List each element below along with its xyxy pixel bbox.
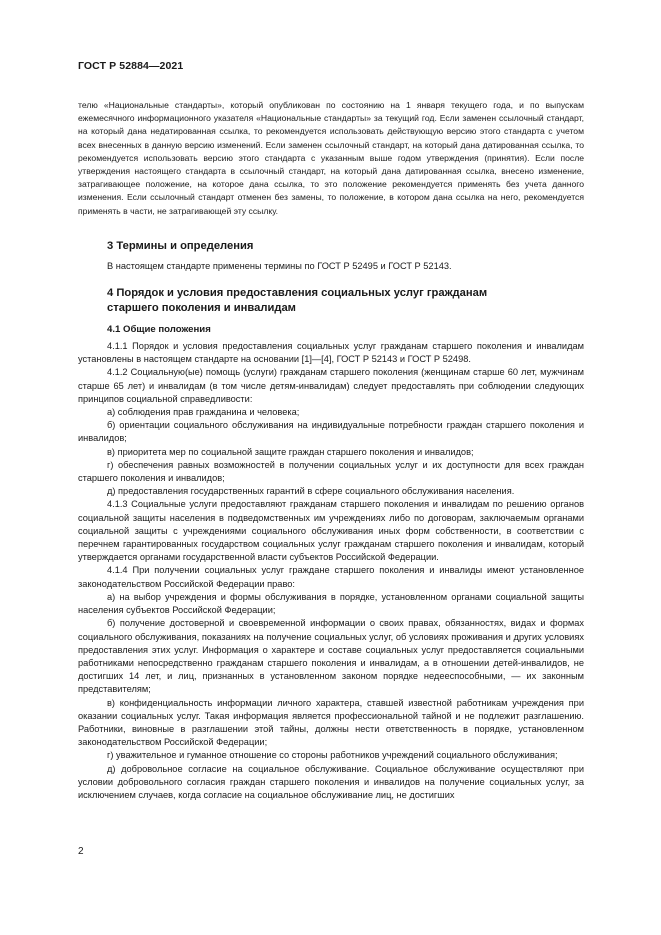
page-number: 2 — [78, 846, 84, 857]
subsection-4-1-title: 4.1 Общие положения — [107, 324, 211, 336]
paragraph-4-1-3: 4.1.3 Социальные услуги предоставляют гражданам старшего поколения и инвалидам по решению органов социальной защиты населения в подведомственных им учреждениях либо по договорам, заключаемым органами социальной защиты с учреждениями социального обслуживания иных форм собственности, в соответствии с перечнем гарантированных государством социальных услуг гражданам старшего поколения и инвалидам, который утверждается органами государственной власти субъектов Российской Федерации. — [78, 499, 584, 563]
list-item-4-1-2-b: б) ориентации социального обслуживания на индивидуальные потребности граждан старшего поколения и инвалидов; — [78, 420, 584, 444]
paragraph-4-1-4: 4.1.4 При получении социальных услуг граждане старшего поколения и инвалиды имеют установленное законодательством Российской Федерации право: — [78, 565, 584, 589]
list-item-4-1-4-v: в) конфиденциальность информации личного характера, ставшей известной работникам учреждения при оказании социальных услуг. Такая информация является профессиональной тайной и не подлежит разглашению. Работники, виновные в разглашении этой тайны, должны нести ответственность в порядке, установленном законодательством Российской Федерации; — [78, 697, 584, 748]
list-item-4-1-4-d: д) добровольное согласие на социальное обслуживание. Социальное обслуживание осуществляют при условии добровольного согласия граждан старшего поколения и инвалидов на получение социальных услуг, за исключением случаев, когда согласие на социальное обслуживание лиц, не достигших — [78, 763, 584, 800]
list-item-4-1-2-g: г) обеспечения равных возможностей в получении социальных услуг и их доступности для всех граждан старшего поколения и инвалидов; — [78, 459, 584, 484]
section-4-title-line2: старшего поколения и инвалидам — [107, 302, 296, 315]
document-code-header: ГОСТ Р 52884—2021 — [78, 60, 184, 72]
paragraph-4-1-1: 4.1.1 Порядок и условия предоставления социальных услуг гражданам старшего поколения и инвалидам установлены в настоящем стандарте на основании [1]—[4], ГОСТ Р 52143 и ГОСТ Р 52498. — [78, 341, 584, 365]
list-item-4-1-2-a: а) соблюдения прав гражданина и человека; — [107, 407, 300, 418]
section-3-text: В настоящем стандарте применены термины по ГОСТ Р 52495 и ГОСТ Р 52143. — [107, 260, 452, 271]
list-item-4-1-2-v: в) приоритета мер по социальной защите граждан старшего поколения и инвалидов; — [107, 446, 474, 457]
list-item-4-1-4-b: б) получение достоверной и своевременной информации о своих правах, обязанностях, видах и формах социального обслуживания, показаниях на получение социальных услуг, об условиях проживания и других условиях предоставления этих услуг. Информация о характере и составе социальных услуг предоставляется социальными работниками непосредственно гражданам старшего поколения и инвалидам, а в отношении детей-инвалидов, не достигших 14 лет, и лиц, признанных в установленном законом порядке недееспособными, — их законным представителям; — [78, 618, 584, 695]
list-item-4-1-4-g: г) уважительное и гуманное отношение со стороны работников учреждений социального обслуживания; — [107, 750, 558, 761]
section-3-title: 3 Термины и определения — [107, 239, 254, 252]
paragraph-4-1-2: 4.1.2 Социальную(ые) помощь (услуги) гражданам старшего поколения (женщинам старше 60 лет, мужчинам старше 65 лет) и инвалидам (в том числе детям-инвалидам) следует предоставлять при соблюдении следующих принципов социальной справедливости: — [78, 367, 584, 404]
list-item-4-1-4-a: а) на выбор учреждения и формы обслуживания в порядке, установленном органами социальной защиты населения субъектов Российской Федерации; — [78, 591, 584, 616]
page-content — [78, 99, 584, 802]
list-item-4-1-2-d: д) предоставления государственных гарантий в сфере социального обслуживания населения. — [107, 486, 515, 497]
section-4-title-line1: 4 Порядок и условия предоставления социальных услуг гражданам — [107, 287, 488, 300]
intro-paragraph: телю «Национальные стандарты», который опубликован по состоянию на 1 января текущего года, и по выпускам ежемесячного информационного указателя «Национальные стандарты» за текущий год. Если заменен ссылочный стандарт, на который дана недатированная ссылка, то рекомендуется использовать действующую версию этого стандарта с учетом всех внесенных в данную версию изменений. Если заменен ссылочный стандарт, на который дана датированная ссылка, то рекомендуется использовать версию этого стандарта с указанным выше годом утверждения (принятия). Если после утверждения настоящего стандарта в ссылочный стандарт, на который дана датированная ссылка, внесено изменение, затрагивающее положение, на которое дана ссылка, то это положение рекомендуется применять без учета данного изменения. Если ссылочный стандарт отменен без замены, то положение, в котором дана ссылка на него, рекомендуется применять в части, не затрагивающей эту ссылку. — [78, 100, 584, 216]
